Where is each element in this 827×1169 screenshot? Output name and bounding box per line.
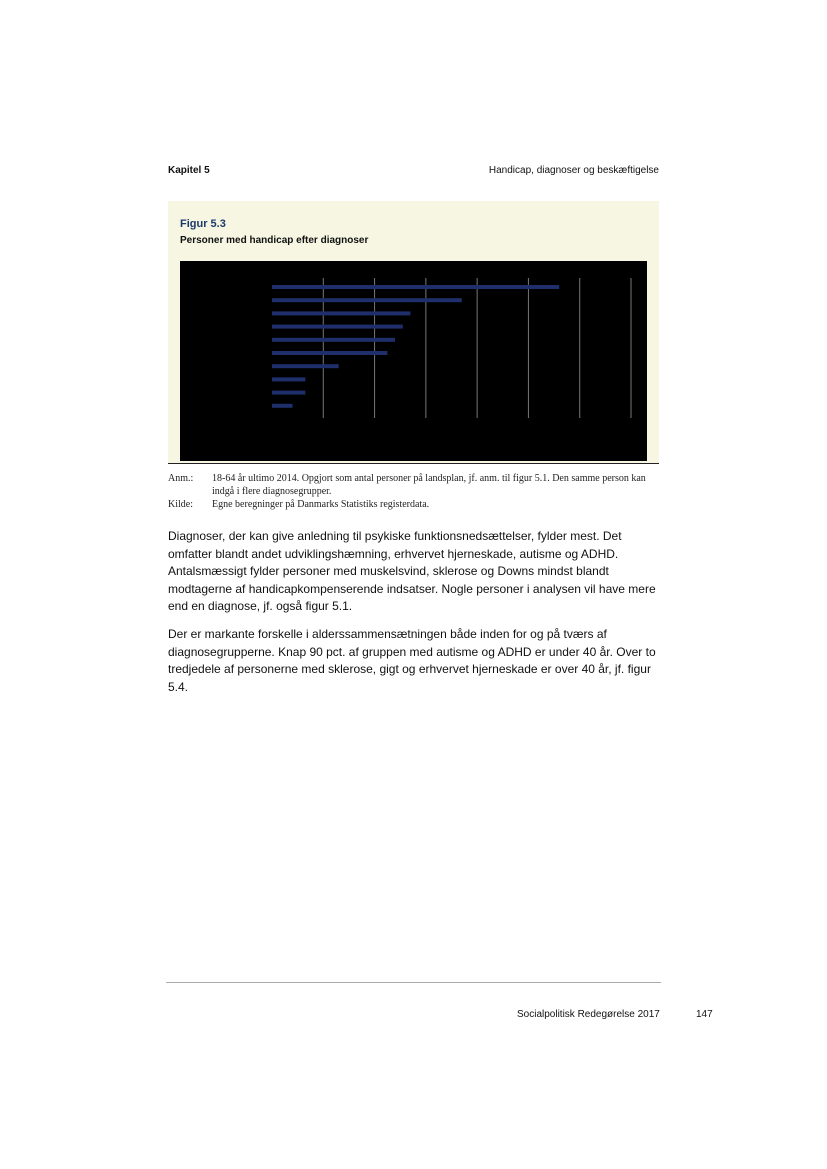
bar-6: [272, 351, 387, 355]
source-label: Kilde:: [168, 499, 193, 510]
chart-background: [180, 261, 647, 461]
note-row: [168, 472, 648, 498]
figure-title: Personer med handicap efter diagnoser: [180, 235, 369, 246]
figure-number: Figur 5.3: [180, 218, 226, 230]
chapter-label: Kapitel 5: [168, 165, 210, 176]
body-paragraph-1: Diagnoser, der kan give anledning til psykiske funktionsnedsættelser, fylder mest. Det omfatter blandt andet udviklingshæmning, erhvervet hjerneskade, autisme og ADHD. Antalsmæssigt fylder personer med muskelsvind, sklerose og Downs mindst blandt modtagerne af handicapkompenserende indsatser. Nogle personer i analysen vil have mere end en diagnose, jf. også figur 5.1.: [168, 529, 656, 614]
bar-4: [272, 325, 403, 329]
source-row: [168, 498, 648, 511]
bar-8: [272, 377, 305, 381]
bar-5: [272, 338, 395, 342]
figure-notes: [168, 472, 648, 511]
bar-2: [272, 298, 462, 302]
bar-1: [272, 285, 559, 289]
bar-9: [272, 391, 305, 395]
footer-publication-title: Socialpolitisk Redegørelse 2017: [517, 1009, 660, 1020]
body-paragraph-2: Der er markante forskelle i alderssammensætningen både inden for og på tværs af diagnosegrupperne. Knap 90 pct. af gruppen med autisme og ADHD er under 40 år. Over to tredjedele af personerne med sklerose, gigt og erhvervet hjerneskade er over 40 år, jf. figur 5.4.: [168, 627, 656, 694]
note-label: Anm.:: [168, 473, 194, 484]
bar-10: [272, 404, 293, 408]
section-title: Handicap, diagnoser og beskæftigelse: [488, 165, 659, 176]
source-text: Egne beregninger på Danmarks Statistiks registerdata.: [212, 499, 430, 510]
bar-7: [272, 364, 339, 368]
footer-divider: [166, 982, 661, 983]
note-text: 18-64 år ultimo 2014. Opgjort som antal personer på landsplan, jf. anm. til figur 5.1. Den samme person kan indgå i flere diagnosegrupper.: [212, 473, 646, 497]
bar-3: [272, 311, 410, 315]
figure-divider: [168, 463, 659, 464]
bar-chart: [180, 261, 647, 461]
page-number: 147: [696, 1009, 713, 1020]
